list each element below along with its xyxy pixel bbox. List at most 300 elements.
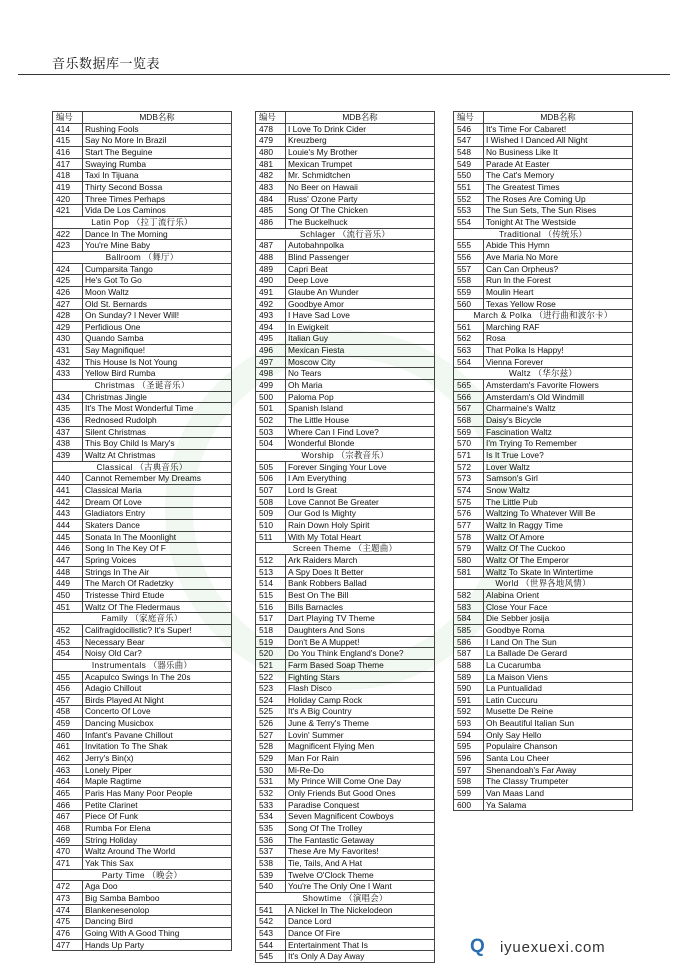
- track-title: The Cat's Memory: [484, 170, 633, 182]
- track-title: Say Magnifique!: [83, 345, 232, 357]
- table-row: [53, 788, 232, 800]
- track-number: 587: [454, 648, 484, 660]
- track-number: 418: [53, 170, 83, 182]
- category-header-row: [256, 543, 435, 555]
- track-number: 541: [256, 904, 286, 916]
- track-number: 453: [53, 636, 83, 648]
- category-header-row: [53, 869, 232, 881]
- track-number: 590: [454, 683, 484, 695]
- category-header-row: [256, 450, 435, 462]
- table-row: [256, 776, 435, 788]
- music-table-column-1: [52, 111, 232, 951]
- track-number: 476: [53, 927, 83, 939]
- category-header-row: [53, 659, 232, 671]
- table-row: [256, 578, 435, 590]
- track-number: 584: [454, 613, 484, 625]
- track-title: Birds Played At Night: [83, 694, 232, 706]
- track-title: Perfidious One: [83, 321, 232, 333]
- track-title: Paris Has Many Poor People: [83, 788, 232, 800]
- table-row: [256, 158, 435, 170]
- table-row: [53, 892, 232, 904]
- table-row: [454, 683, 633, 695]
- track-title: Do You Think England's Done?: [286, 648, 435, 660]
- track-number: 481: [256, 158, 286, 170]
- table-row: [454, 706, 633, 718]
- track-title: Bank Robbers Ballad: [286, 578, 435, 590]
- track-number: 472: [53, 881, 83, 893]
- track-title: Paloma Pop: [286, 391, 435, 403]
- track-title: Paradise Conquest: [286, 799, 435, 811]
- track-title: I Land On The Sun: [484, 636, 633, 648]
- table-row: [256, 531, 435, 543]
- table-row: [454, 508, 633, 520]
- table-row: [256, 648, 435, 660]
- table-row: [53, 753, 232, 765]
- track-title: La Cucarumba: [484, 659, 633, 671]
- table-row: [256, 216, 435, 228]
- track-title: The Little Pub: [484, 496, 633, 508]
- table-row: [53, 904, 232, 916]
- track-number: 528: [256, 741, 286, 753]
- track-number: 425: [53, 275, 83, 287]
- table-row: [454, 123, 633, 135]
- track-title: Califragidocilistic? It's Super!: [83, 624, 232, 636]
- track-number: 505: [256, 461, 286, 473]
- track-number: 540: [256, 881, 286, 893]
- table-row: [256, 916, 435, 928]
- table-row: [256, 263, 435, 275]
- track-title: Cannot Remember My Dreams: [83, 473, 232, 485]
- table-row: [256, 601, 435, 613]
- track-title: Lovin' Summer: [286, 729, 435, 741]
- table-row: [53, 858, 232, 870]
- category-label: Instrumentals （器乐曲）: [53, 659, 232, 671]
- table-row: [53, 123, 232, 135]
- table-row: [53, 543, 232, 555]
- table-row: [454, 181, 633, 193]
- track-title: I Love To Drink Cider: [286, 123, 435, 135]
- table-row: [454, 473, 633, 485]
- track-number: 473: [53, 892, 83, 904]
- track-number: 466: [53, 799, 83, 811]
- table-row: [454, 659, 633, 671]
- track-title: String Holiday: [83, 834, 232, 846]
- track-number: 577: [454, 519, 484, 531]
- track-number: 533: [256, 799, 286, 811]
- table-header-row: [454, 112, 633, 124]
- table-row: [256, 788, 435, 800]
- track-title: Love Cannot Be Greater: [286, 496, 435, 508]
- table-row: [256, 881, 435, 893]
- track-number: 574: [454, 485, 484, 497]
- track-number: 477: [53, 939, 83, 951]
- track-title: I Wished I Danced All Night: [484, 135, 633, 147]
- table-row: [454, 286, 633, 298]
- table-row: [256, 415, 435, 427]
- track-title: This Boy Child Is Mary's: [83, 438, 232, 450]
- track-number: 423: [53, 240, 83, 252]
- track-title: Lonely Piper: [83, 764, 232, 776]
- category-label: Schlager （流行音乐）: [256, 228, 435, 240]
- table-row: [256, 811, 435, 823]
- track-title: Strings In The Air: [83, 566, 232, 578]
- track-number: 531: [256, 776, 286, 788]
- table-row: [53, 624, 232, 636]
- track-number: 498: [256, 368, 286, 380]
- track-number: 455: [53, 671, 83, 683]
- site-logo-icon: Q: [470, 936, 485, 957]
- track-number: 484: [256, 193, 286, 205]
- track-number: 579: [454, 543, 484, 555]
- track-title: Holiday Camp Rock: [286, 694, 435, 706]
- track-number: 470: [53, 846, 83, 858]
- track-title: Going With A Good Thing: [83, 927, 232, 939]
- track-title: Farm Based Soap Theme: [286, 659, 435, 671]
- track-title: Latin Cuccuru: [484, 694, 633, 706]
- track-title: Dancing Bird: [83, 916, 232, 928]
- table-row: [53, 391, 232, 403]
- track-title: Necessary Bear: [83, 636, 232, 648]
- table-row: [454, 216, 633, 228]
- track-title: Musette De Reine: [484, 706, 633, 718]
- track-title: Marching RAF: [484, 321, 633, 333]
- track-number: 564: [454, 356, 484, 368]
- track-title: Taxi In Tijuana: [83, 170, 232, 182]
- track-title: Santa Lou Cheer: [484, 753, 633, 765]
- track-title: It's The Most Wonderful Time: [83, 403, 232, 415]
- table-row: [256, 939, 435, 951]
- track-number: 514: [256, 578, 286, 590]
- table-row: [454, 671, 633, 683]
- track-title: The Roses Are Coming Up: [484, 193, 633, 205]
- track-title: I Have Sad Love: [286, 310, 435, 322]
- track-title: Populaire Chanson: [484, 741, 633, 753]
- track-title: Waltz Of The Fledermaus: [83, 601, 232, 613]
- track-number: 450: [53, 589, 83, 601]
- table-row: [256, 333, 435, 345]
- track-number: 550: [454, 170, 484, 182]
- track-number: 491: [256, 286, 286, 298]
- track-number: 596: [454, 753, 484, 765]
- track-title: Sonata In The Moonlight: [83, 531, 232, 543]
- table-row: [53, 426, 232, 438]
- category-label: Traditional （传统乐）: [454, 228, 633, 240]
- track-number: 511: [256, 531, 286, 543]
- track-number: 597: [454, 764, 484, 776]
- table-row: [454, 636, 633, 648]
- table-row: [53, 181, 232, 193]
- track-title: No Beer on Hawaii: [286, 181, 435, 193]
- table-row: [256, 951, 435, 963]
- track-title: It's Time For Cabaret!: [484, 123, 633, 135]
- track-number: 562: [454, 333, 484, 345]
- table-row: [256, 636, 435, 648]
- table-row: [256, 146, 435, 158]
- track-number: 459: [53, 718, 83, 730]
- track-title: Blind Passenger: [286, 251, 435, 263]
- track-number: 571: [454, 450, 484, 462]
- table-row: [256, 869, 435, 881]
- category-header-row: [454, 228, 633, 240]
- table-row: [53, 450, 232, 462]
- track-number: 556: [454, 251, 484, 263]
- track-number: 557: [454, 263, 484, 275]
- table-row: [53, 146, 232, 158]
- track-title: Alabina Orient: [484, 589, 633, 601]
- track-title: Moulin Heart: [484, 286, 633, 298]
- track-title: Oh Maria: [286, 380, 435, 392]
- table-row: [256, 683, 435, 695]
- table-row: [53, 275, 232, 287]
- track-title: It's A Big Country: [286, 706, 435, 718]
- track-title: Skaters Dance: [83, 519, 232, 531]
- track-number: 600: [454, 799, 484, 811]
- track-title: Only Friends But Good Ones: [286, 788, 435, 800]
- track-number: 510: [256, 519, 286, 531]
- table-row: [53, 916, 232, 928]
- track-title: Jerry's Bin(x): [83, 753, 232, 765]
- track-number: 595: [454, 741, 484, 753]
- table-row: [454, 158, 633, 170]
- track-title: The Classy Trumpeter: [484, 776, 633, 788]
- table-row: [256, 613, 435, 625]
- track-number: 538: [256, 858, 286, 870]
- table-row: [256, 904, 435, 916]
- track-title: Samson's Girl: [484, 473, 633, 485]
- category-label: March & Polka （进行曲和波尔卡）: [454, 310, 633, 322]
- table-row: [454, 333, 633, 345]
- category-label: Latin Pop （拉丁流行乐）: [53, 216, 232, 228]
- track-title: Mexican Trumpet: [286, 158, 435, 170]
- table-row: [53, 193, 232, 205]
- track-title: Die Sebber josija: [484, 613, 633, 625]
- category-header-row: [53, 461, 232, 473]
- table-row: [256, 659, 435, 671]
- track-number: 419: [53, 181, 83, 193]
- track-title: It's Only A Day Away: [286, 951, 435, 963]
- table-row: [256, 846, 435, 858]
- track-title: You're Mine Baby: [83, 240, 232, 252]
- track-number: 598: [454, 776, 484, 788]
- track-number: 463: [53, 764, 83, 776]
- track-title: Vida De Los Caminos: [83, 205, 232, 217]
- track-number: 581: [454, 566, 484, 578]
- track-number: 468: [53, 823, 83, 835]
- table-row: [256, 310, 435, 322]
- table-row: [454, 694, 633, 706]
- table-row: [256, 927, 435, 939]
- track-number: 509: [256, 508, 286, 520]
- track-title: Shenandoah's Far Away: [484, 764, 633, 776]
- table-row: [53, 823, 232, 835]
- track-title: My Prince Will Come One Day: [286, 776, 435, 788]
- table-row: [256, 741, 435, 753]
- track-number: 560: [454, 298, 484, 310]
- track-title: The Sun Sets, The Sun Rises: [484, 205, 633, 217]
- track-number: 439: [53, 450, 83, 462]
- track-number: 591: [454, 694, 484, 706]
- category-label: Showtime （演唱会）: [256, 892, 435, 904]
- track-number: 457: [53, 694, 83, 706]
- table-row: [454, 729, 633, 741]
- table-row: [454, 146, 633, 158]
- track-title: Mi-Re-Do: [286, 764, 435, 776]
- table-row: [53, 718, 232, 730]
- track-number: 449: [53, 578, 83, 590]
- category-header-row: [53, 380, 232, 392]
- track-title: Only Say Hello: [484, 729, 633, 741]
- track-title: Fascination Waltz: [484, 426, 633, 438]
- track-title: Concerto Of Love: [83, 706, 232, 718]
- table-row: [256, 356, 435, 368]
- track-title: Rumba For Elena: [83, 823, 232, 835]
- table-row: [454, 624, 633, 636]
- track-number: 547: [454, 135, 484, 147]
- music-table-column-3: [453, 111, 633, 811]
- track-number: 458: [53, 706, 83, 718]
- track-number: 586: [454, 636, 484, 648]
- track-number: 440: [53, 473, 83, 485]
- table-row: [256, 566, 435, 578]
- table-row: [454, 799, 633, 811]
- table-row: [454, 648, 633, 660]
- category-header-row: [454, 578, 633, 590]
- track-number: 467: [53, 811, 83, 823]
- track-number: 443: [53, 508, 83, 520]
- track-number: 490: [256, 275, 286, 287]
- table-row: [53, 729, 232, 741]
- track-title: Quando Samba: [83, 333, 232, 345]
- table-row: [53, 333, 232, 345]
- track-title: Silent Christmas: [83, 426, 232, 438]
- track-number: 435: [53, 403, 83, 415]
- table-row: [256, 589, 435, 601]
- category-header-row: [256, 892, 435, 904]
- track-title: Waltz Of The Emperor: [484, 554, 633, 566]
- track-title: No Business Like It: [484, 146, 633, 158]
- track-title: Aga Doo: [83, 881, 232, 893]
- table-row: [256, 286, 435, 298]
- table-row: [53, 170, 232, 182]
- track-title: Tonight At The Westside: [484, 216, 633, 228]
- track-number: 461: [53, 741, 83, 753]
- track-number: 441: [53, 485, 83, 497]
- track-number: 575: [454, 496, 484, 508]
- table-row: [53, 554, 232, 566]
- track-title: He's Got To Go: [83, 275, 232, 287]
- track-number: 517: [256, 613, 286, 625]
- track-title: Wonderful Blonde: [286, 438, 435, 450]
- track-title: Lord Is Great: [286, 485, 435, 497]
- track-number: 479: [256, 135, 286, 147]
- track-number: 422: [53, 228, 83, 240]
- track-number: 555: [454, 240, 484, 252]
- track-number: 456: [53, 683, 83, 695]
- track-title: Don't Be A Muppet!: [286, 636, 435, 648]
- track-number: 487: [256, 240, 286, 252]
- track-title: Say No More In Brazil: [83, 135, 232, 147]
- table-row: [256, 403, 435, 415]
- track-number: 460: [53, 729, 83, 741]
- track-title: Best On The Bill: [286, 589, 435, 601]
- track-number: 599: [454, 788, 484, 800]
- track-title: Louie's My Brother: [286, 146, 435, 158]
- track-number: 542: [256, 916, 286, 928]
- table-row: [53, 135, 232, 147]
- track-number: 427: [53, 298, 83, 310]
- table-row: [454, 450, 633, 462]
- table-row: [256, 624, 435, 636]
- table-row: [454, 485, 633, 497]
- table-row: [53, 368, 232, 380]
- page-title: 音乐数据库一览表: [52, 56, 161, 71]
- track-title: That Polka Is Happy!: [484, 345, 633, 357]
- category-header-row: [53, 613, 232, 625]
- track-number: 543: [256, 927, 286, 939]
- table-row: [53, 228, 232, 240]
- track-number: 500: [256, 391, 286, 403]
- track-number: 516: [256, 601, 286, 613]
- track-title: A Spy Does It Better: [286, 566, 435, 578]
- category-label: World （世界各地风情）: [454, 578, 633, 590]
- table-row: [256, 461, 435, 473]
- track-title: Gladiators Entry: [83, 508, 232, 520]
- track-title: Noisy Old Car?: [83, 648, 232, 660]
- track-title: Close Your Face: [484, 601, 633, 613]
- track-number: 497: [256, 356, 286, 368]
- track-title: Hands Up Party: [83, 939, 232, 951]
- track-number: 485: [256, 205, 286, 217]
- table-row: [53, 485, 232, 497]
- table-row: [53, 415, 232, 427]
- track-title: Parade At Easter: [484, 158, 633, 170]
- track-title: Rednosed Rudolph: [83, 415, 232, 427]
- table-row: [454, 753, 633, 765]
- track-number: 454: [53, 648, 83, 660]
- track-title: Oh Beautiful Italian Sun: [484, 718, 633, 730]
- category-label: Screen Theme （主题曲）: [256, 543, 435, 555]
- track-number: 438: [53, 438, 83, 450]
- track-title: Moon Waltz: [83, 286, 232, 298]
- track-number: 442: [53, 496, 83, 508]
- table-row: [53, 694, 232, 706]
- track-number: 553: [454, 205, 484, 217]
- table-row: [256, 426, 435, 438]
- table-row: [454, 601, 633, 613]
- table-header-row: [256, 112, 435, 124]
- track-title: Deep Love: [286, 275, 435, 287]
- table-row: [53, 881, 232, 893]
- track-title: Van Maas Land: [484, 788, 633, 800]
- track-title: Our God Is Mighty: [286, 508, 435, 520]
- track-title: Petite Clarinet: [83, 799, 232, 811]
- table-row: [53, 601, 232, 613]
- track-title: Where Can I Find Love?: [286, 426, 435, 438]
- track-number: 416: [53, 146, 83, 158]
- table-row: [53, 286, 232, 298]
- table-row: [256, 858, 435, 870]
- track-number: 548: [454, 146, 484, 158]
- table-row: [53, 566, 232, 578]
- track-title: Snow Waltz: [484, 485, 633, 497]
- category-label: Family （家庭音乐）: [53, 613, 232, 625]
- track-title: Amsterdam's Old Windmill: [484, 391, 633, 403]
- table-row: [53, 578, 232, 590]
- track-number: 462: [53, 753, 83, 765]
- track-number: 446: [53, 543, 83, 555]
- table-row: [256, 554, 435, 566]
- track-number: 464: [53, 776, 83, 788]
